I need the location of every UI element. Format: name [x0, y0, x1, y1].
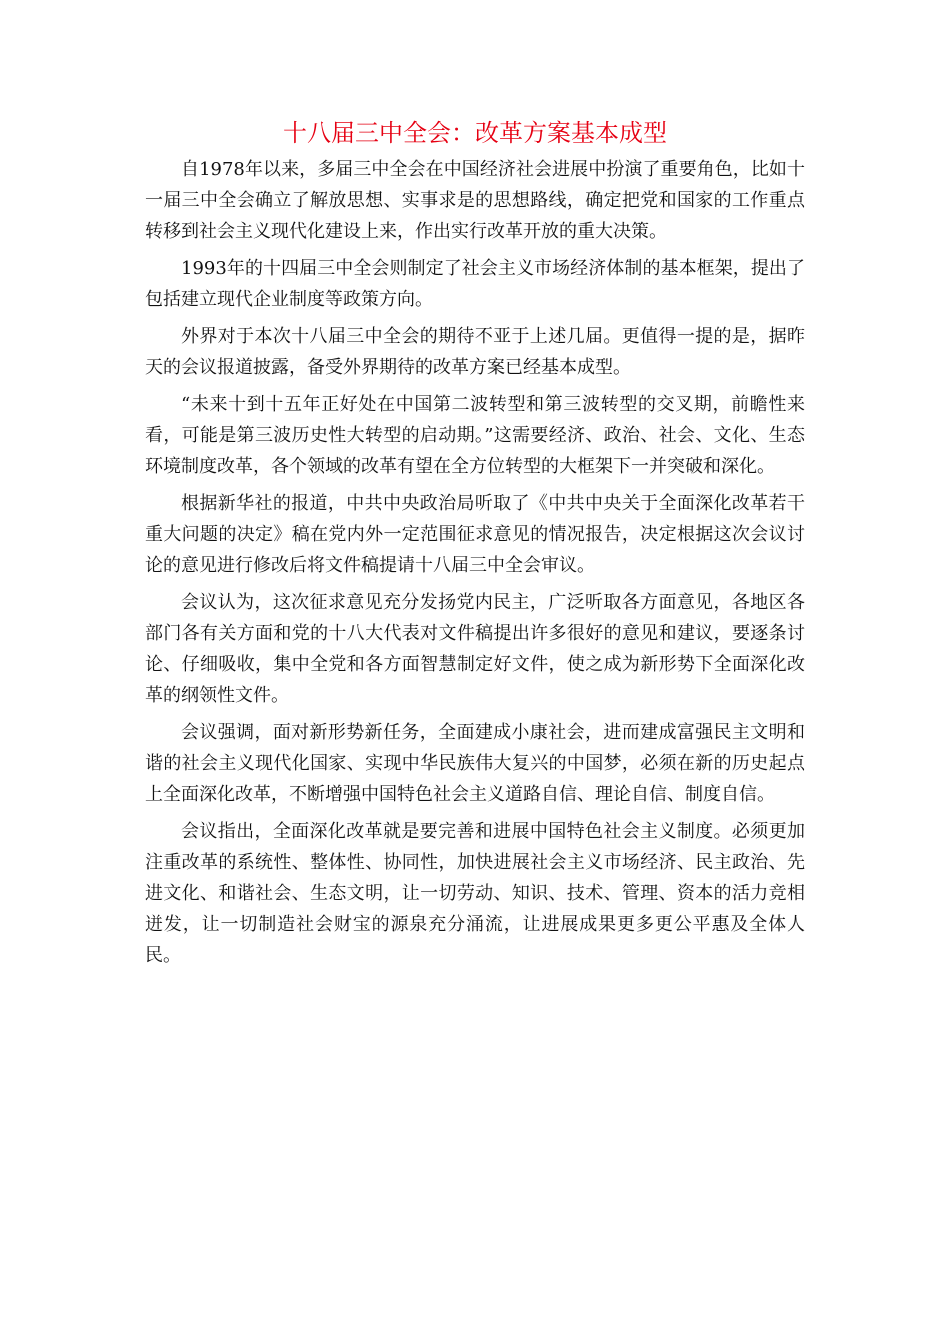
document-title: 十八届三中全会：改革方案基本成型 [283, 119, 667, 147]
paragraph-3: 外界对于本次十八届三中全会的期待不亚于上述几届。更值得一提的是，据昨天的会议报道披露，备受外界期待的改革方案已经基本成型。 [145, 326, 805, 378]
paragraph-4: “未来十到十五年正好处在中国第二波转型和第三波转型的交叉期，前瞻性来看，可能是第三波历史性大转型的启动期。”这需要经济、政治、社会、文化、生态环境制度改革，各个领域的改革有望在全方位转型的大框架下一并突破和深化。 [145, 394, 805, 477]
paragraph-5: 根据新华社的报道，中共中央政治局听取了《中共中央关于全面深化改革若干重大问题的决定》稿在党内外一定范围征求意见的情况报告，决定根据这次会议讨论的意见进行修改后将文件稿提请十八届三中全会审议。 [145, 493, 805, 576]
paragraph-8: 会议指出，全面深化改革就是要完善和进展中国特色社会主义制度。必须更加注重改革的系统性、整体性、协同性，加快进展社会主义市场经济、民主政治、先进文化、和谐社会、生态文明，让一切劳动、知识、技术、管理、资本的活力竞相迸发，让一切制造社会财宝的源泉充分涌流，让进展成果更多更公平惠及全体人民。 [145, 821, 805, 966]
paragraph-1: 自1978年以来，多届三中全会在中国经济社会进展中扮演了重要角色，比如十一届三中全会确立了解放思想、实事求是的思想路线，确定把党和国家的工作重点转移到社会主义现代化建设上来，作出实行改革开放的重大决策。 [145, 159, 805, 242]
paragraph-6: 会议认为，这次征求意见充分发扬党内民主，广泛听取各方面意见，各地区各部门各有关方面和党的十八大代表对文件稿提出许多很好的意见和建议，要逐条讨论、仔细吸收，集中全党和各方面智慧制定好文件，使之成为新形势下全面深化改革的纲领性文件。 [145, 592, 805, 706]
paragraph-7: 会议强调，面对新形势新任务，全面建成小康社会，进而建成富强民主文明和谐的社会主义现代化国家、实现中华民族伟大复兴的中国梦，必须在新的历史起点上全面深化改革，不断增强中国特色社会主义道路自信、理论自信、制度自信。 [145, 722, 805, 805]
document-body [145, 154, 805, 971]
paragraph-2: 1993年的十四届三中全会则制定了社会主义市场经济体制的基本框架，提出了包括建立现代企业制度等政策方向。 [145, 258, 805, 310]
